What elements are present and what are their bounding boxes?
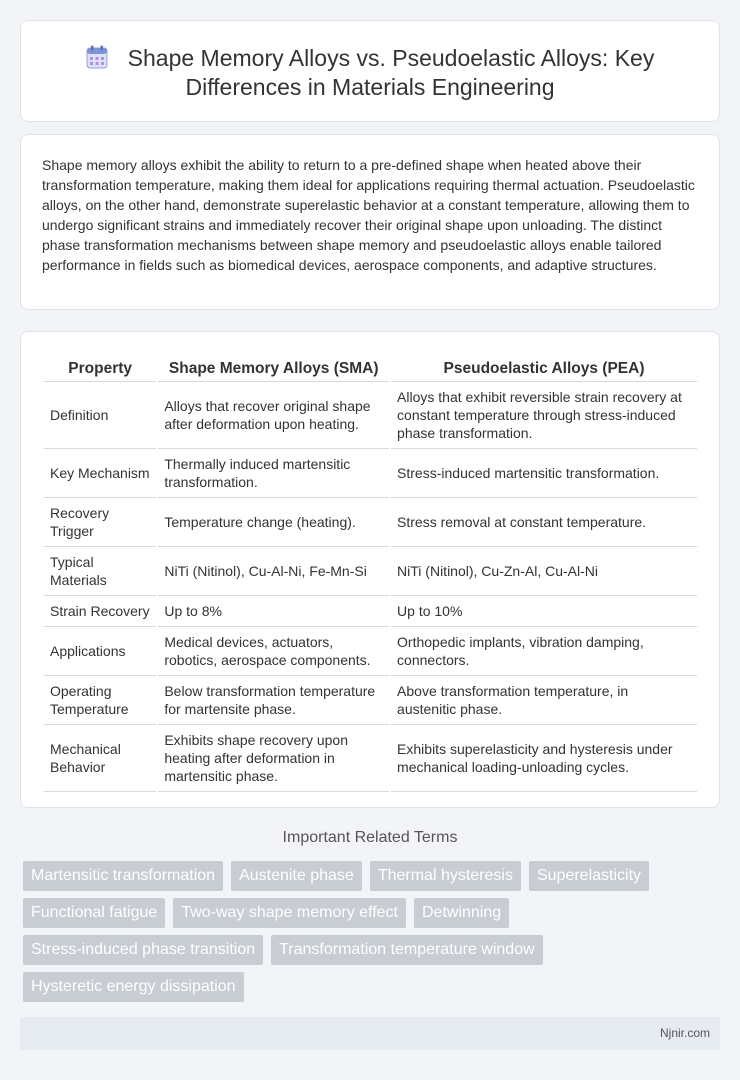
- row-sma: Up to 8%: [158, 596, 389, 627]
- row-sma: Exhibits shape recovery upon heating after deformation in martensitic phase.: [158, 725, 389, 792]
- row-pea: Alloys that exhibit reversible strain recovery at constant temperature through stress-induced phase transformation.: [391, 382, 697, 449]
- table-row: [44, 676, 697, 725]
- related-terms-title: Important Related Terms: [282, 829, 458, 846]
- table-row: [44, 627, 697, 676]
- row-property: Operating Temperature: [44, 676, 156, 725]
- related-term-tag[interactable]: Superelasticity: [529, 861, 649, 891]
- footer: [20, 1017, 720, 1050]
- table-row: [44, 725, 697, 792]
- row-pea: Stress-induced martensitic transformation.: [391, 449, 697, 498]
- row-pea: Exhibits superelasticity and hysteresis under mechanical loading-unloading cycles.: [391, 725, 697, 792]
- intro-card: [20, 134, 720, 310]
- related-term-tag[interactable]: Two-way shape memory effect: [173, 898, 406, 928]
- row-sma: Below transformation temperature for martensite phase.: [158, 676, 389, 725]
- calendar-icon: [86, 45, 108, 69]
- row-property: Typical Materials: [44, 547, 156, 596]
- row-sma: Temperature change (heating).: [158, 498, 389, 547]
- row-property: Recovery Trigger: [44, 498, 156, 547]
- page-title-wrap: [61, 44, 679, 102]
- related-term-tag[interactable]: Functional fatigue: [23, 898, 165, 928]
- row-property: Key Mechanism: [44, 449, 156, 498]
- row-pea: NiTi (Nitinol), Cu-Zn-Al, Cu-Al-Ni: [391, 547, 697, 596]
- row-pea: Up to 10%: [391, 596, 697, 627]
- row-property: Strain Recovery: [44, 596, 156, 627]
- row-pea: Orthopedic implants, vibration damping, connectors.: [391, 627, 697, 676]
- related-term-tag[interactable]: Stress-induced phase transition: [23, 935, 263, 965]
- row-property: Definition: [44, 382, 156, 449]
- related-term-tag[interactable]: Thermal hysteresis: [370, 861, 521, 891]
- title-card: [20, 20, 720, 122]
- row-sma: Thermally induced martensitic transformation.: [158, 449, 389, 498]
- comparison-card: [20, 331, 720, 808]
- row-pea: Above transformation temperature, in austenitic phase.: [391, 676, 697, 725]
- related-term-tag[interactable]: Martensitic transformation: [23, 861, 223, 891]
- footer-site-name: Njnir.com: [659, 1026, 710, 1040]
- related-term-tag[interactable]: Hysteretic energy dissipation: [23, 972, 244, 1002]
- intro-paragraph: Shape memory alloys exhibit the ability to return to a pre-defined shape when heated above their transformation temperature, making them ideal for applications requiring thermal actuation. Pseudoelastic alloys, on the other hand, demonstrate superelastic behavior at a constant temperature, allowing them to undergo significant strains and immediately recover their original shape upon unloading. The distinct phase transformation mechanisms between shape memory and pseudoelastic alloys enable tailored performance in fields such as biomedical devices, aerospace components, and adaptive structures.: [42, 157, 695, 273]
- row-sma: Alloys that recover original shape after deformation upon heating.: [158, 382, 389, 449]
- row-property: Applications: [44, 627, 156, 676]
- table-row: [44, 547, 697, 596]
- header-property: Property: [44, 352, 156, 382]
- table-header-row: [44, 352, 697, 382]
- related-term-tag[interactable]: Austenite phase: [231, 861, 362, 891]
- row-sma: NiTi (Nitinol), Cu-Al-Ni, Fe-Mn-Si: [158, 547, 389, 596]
- table-row: [44, 449, 697, 498]
- related-term-tag[interactable]: Transformation temperature window: [271, 935, 543, 965]
- related-terms-list: [23, 861, 703, 1002]
- row-sma: Medical devices, actuators, robotics, aerospace components.: [158, 627, 389, 676]
- page-title: Shape Memory Alloys vs. Pseudoelastic Alloys: Key Differences in Materials Engineering: [127, 45, 655, 100]
- table-row: [44, 596, 697, 627]
- table-row: [44, 382, 697, 449]
- row-property: Mechanical Behavior: [44, 725, 156, 792]
- comparison-table: [42, 352, 699, 792]
- table-row: [44, 498, 697, 547]
- header-sma: Shape Memory Alloys (SMA): [158, 352, 389, 382]
- row-pea: Stress removal at constant temperature.: [391, 498, 697, 547]
- header-pea: Pseudoelastic Alloys (PEA): [391, 352, 697, 382]
- related-term-tag[interactable]: Detwinning: [414, 898, 509, 928]
